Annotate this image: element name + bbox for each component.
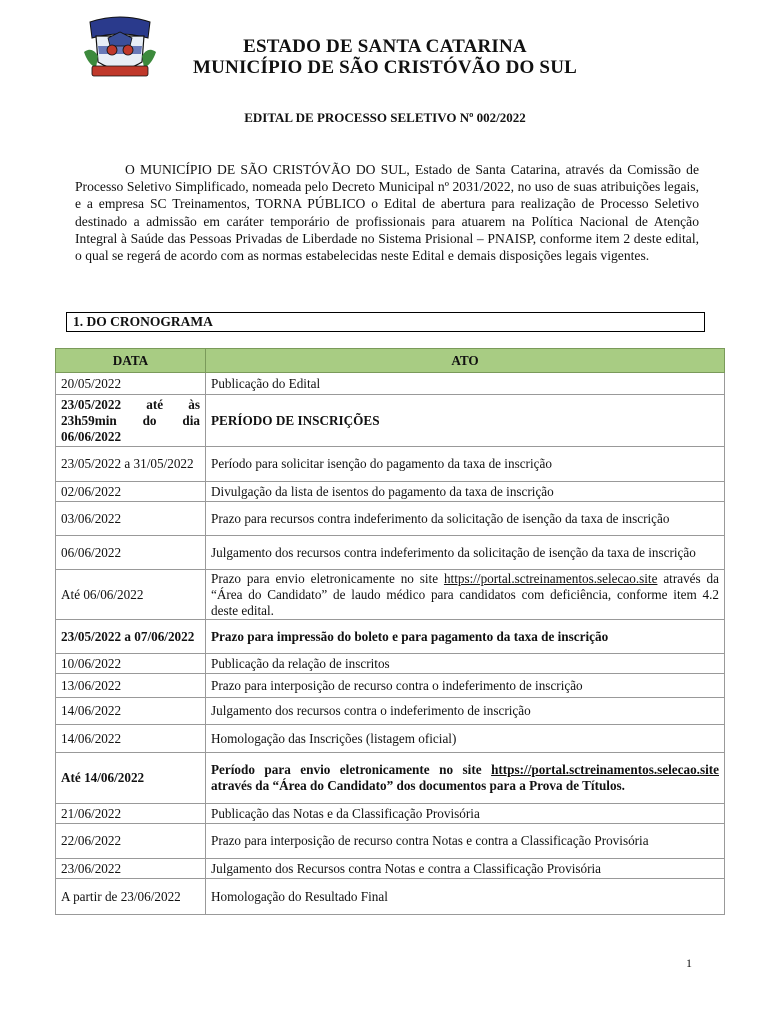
row-act: Prazo para interposição de recurso contra o indeferimento de inscrição <box>206 674 725 698</box>
state-name: ESTADO DE SANTA CATARINA <box>243 36 527 57</box>
table-row <box>56 620 725 654</box>
row-date: 13/06/2022 <box>56 674 206 698</box>
table-header-row <box>56 349 725 373</box>
row-act: Período para solicitar isenção do pagamento da taxa de inscrição <box>206 447 725 482</box>
row-act-text: Prazo para envio eletronicamente no site <box>211 570 444 586</box>
portal-link[interactable]: https://portal.sctreinamentos.selecao.site <box>491 762 719 777</box>
row-act <box>206 753 725 804</box>
row-date: 21/06/2022 <box>56 804 206 824</box>
row-act: Prazo para impressão do boleto e para pagamento da taxa de inscrição <box>206 620 725 654</box>
row-date: 14/06/2022 <box>56 698 206 725</box>
table-row <box>56 502 725 536</box>
table-row <box>56 804 725 824</box>
row-act: Publicação da relação de inscritos <box>206 654 725 674</box>
row-date: 10/06/2022 <box>56 654 206 674</box>
row-act: Publicação das Notas e da Classificação Provisória <box>206 804 725 824</box>
column-header-act: ATO <box>206 349 725 373</box>
row-act: Julgamento dos Recursos contra Notas e contra a Classificação Provisória <box>206 859 725 879</box>
coat-of-arms-logo <box>82 12 158 80</box>
table-row <box>56 674 725 698</box>
municipality-name: MUNICÍPIO DE SÃO CRISTÓVÃO DO SUL <box>192 57 577 78</box>
table-row <box>56 879 725 915</box>
table-row <box>56 570 725 620</box>
document-header <box>160 36 610 78</box>
table-row <box>56 373 725 395</box>
row-date: 23/06/2022 <box>56 859 206 879</box>
row-date: 06/06/2022 <box>56 536 206 570</box>
row-date: 23/05/2022 a 31/05/2022 <box>56 447 206 482</box>
row-act-text: através da “Área do Candidato” de laudo médico para candidatos com deficiência, conforme item 4.2 deste edital. <box>211 570 719 618</box>
row-act: Julgamento dos recursos contra indeferimento da solicitação de isenção da taxa de inscrição <box>206 536 725 570</box>
row-act <box>206 570 725 620</box>
row-date: 22/06/2022 <box>56 824 206 859</box>
row-date: A partir de 23/06/2022 <box>56 879 206 915</box>
table-row <box>56 395 725 447</box>
row-date: 23/05/2022 a 07/06/2022 <box>56 620 206 654</box>
row-act: Publicação do Edital <box>206 373 725 395</box>
row-date: 23/05/2022 até às 23h59min do dia 06/06/2022 <box>56 395 206 447</box>
table-row <box>56 753 725 804</box>
schedule-table <box>55 348 725 915</box>
table-row <box>56 482 725 502</box>
table-row <box>56 725 725 753</box>
row-act-text: Período para envio eletronicamente no site <box>211 762 492 777</box>
row-date: 20/05/2022 <box>56 373 206 395</box>
row-act: Julgamento dos recursos contra o indeferimento de inscrição <box>206 698 725 725</box>
portal-link[interactable]: https://portal.sctreinamentos.selecao.site <box>443 570 658 586</box>
intro-paragraph: O MUNICÍPIO DE SÃO CRISTÓVÃO DO SUL, Estado de Santa Catarina, através da Comissão de Processo Seletivo Simplificado, nomeada pelo Decreto Municipal nº 2031/2022, no uso de suas atribuições legais, e a empresa SC Treinamentos, TORNA PÚBLICO o Edital de abertura para realização de Processo Seletivo destinado a admissão em caráter temporário de profissionais para atuarem na Política Nacional de Atenção Integral à Saúde das Pessoas Privadas de Liberdade no Sistema Prisional – PNAISP, conforme item 2 deste edital, o qual se regerá de acordo com as normas estabelecidas neste Edital e demais disposições legais vigentes. <box>75 162 699 264</box>
row-date: 02/06/2022 <box>56 482 206 502</box>
row-date: Até 14/06/2022 <box>56 753 206 804</box>
table-row <box>56 447 725 482</box>
section-heading: 1. DO CRONOGRAMA <box>66 312 705 332</box>
table-row <box>56 824 725 859</box>
row-date: Até 06/06/2022 <box>56 570 206 620</box>
row-date: 14/06/2022 <box>56 725 206 753</box>
row-act: Divulgação da lista de isentos do pagamento da taxa de inscrição <box>206 482 725 502</box>
row-act: Prazo para recursos contra indeferimento da solicitação de isenção da taxa de inscrição <box>206 502 725 536</box>
table-row <box>56 859 725 879</box>
row-date: 03/06/2022 <box>56 502 206 536</box>
table-row <box>56 536 725 570</box>
row-act: Homologação do Resultado Final <box>206 879 725 915</box>
page-number: 1 <box>686 956 692 970</box>
table-row <box>56 698 725 725</box>
edital-title: EDITAL DE PROCESSO SELETIVO Nº 002/2022 <box>244 110 526 125</box>
column-header-date: DATA <box>56 349 206 373</box>
row-act-text: através da “Área do Candidato” dos documentos para a Prova de Títulos. <box>211 778 625 793</box>
row-act: Prazo para interposição de recurso contra Notas e contra a Classificação Provisória <box>206 824 725 859</box>
row-act: Homologação das Inscrições (listagem oficial) <box>206 725 725 753</box>
row-act: PERÍODO DE INSCRIÇÕES <box>206 395 725 447</box>
table-row <box>56 654 725 674</box>
